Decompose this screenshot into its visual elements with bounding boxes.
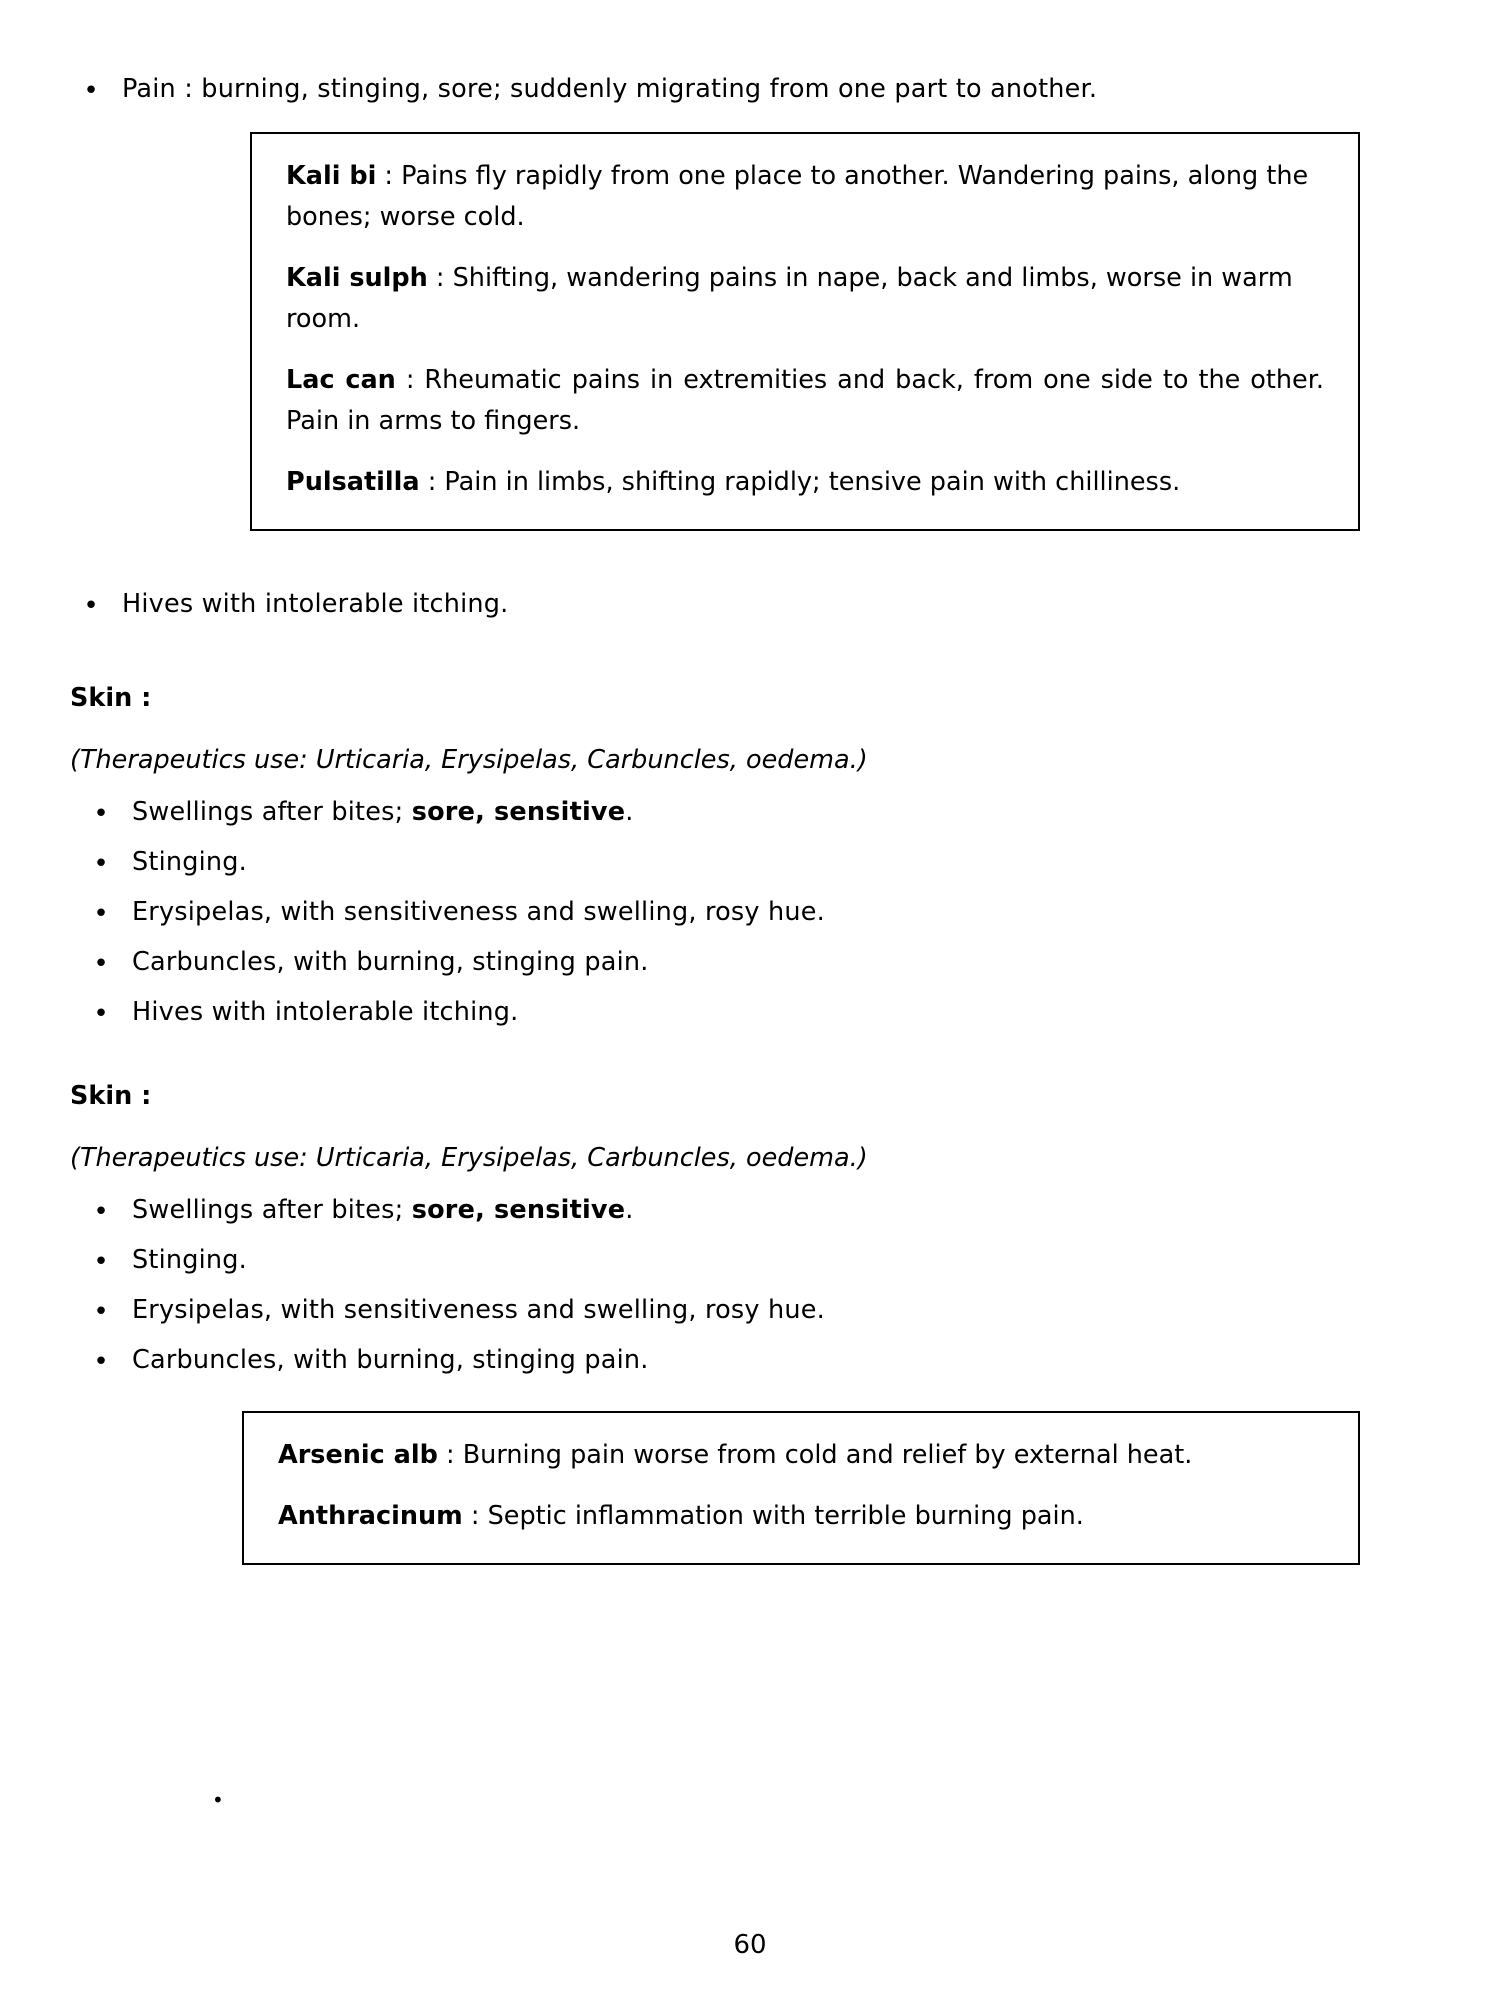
remedy-name: Pulsatilla — [286, 467, 420, 497]
list-item-text: Stinging. — [132, 847, 247, 877]
list-item — [70, 893, 1440, 933]
bullet-glyph: • — [93, 899, 109, 929]
remedy-text: Rheumatic pains in extremities and back, from one side to the other. Pain in arms to fingers. — [286, 365, 1324, 436]
list-item-text: Swellings after bites; sore, sensitive. — [132, 797, 634, 827]
remedy-separator: : — [395, 365, 425, 395]
list-item — [70, 1191, 1440, 1231]
page-number: 60 — [733, 1930, 767, 1960]
bullet-glyph: • — [93, 1347, 109, 1377]
list-item — [70, 793, 1440, 833]
remedy-separator: : — [419, 467, 445, 497]
remedy-separator: : — [427, 263, 453, 293]
list-item-text: Swellings after bites; sore, sensitive. — [132, 1195, 634, 1225]
remedy-entry — [286, 462, 1324, 503]
bullet-glyph: • — [93, 1297, 109, 1327]
remedy-text: Burning pain worse from cold and relief by external heat. — [462, 1440, 1193, 1470]
list-item-text: Hives with intolerable itching. — [122, 589, 509, 619]
bullet-glyph: • — [93, 849, 109, 879]
remedy-text: Septic inflammation with terrible burning pain. — [487, 1501, 1084, 1531]
scan-artifact: • — [212, 1788, 224, 1812]
remedy-box-two — [242, 1411, 1360, 1565]
list-item — [70, 843, 1440, 883]
bullet-glyph: • — [93, 1197, 109, 1227]
skin-list-1 — [60, 793, 1440, 1033]
remedy-name: Kali sulph — [286, 263, 428, 293]
bullet-glyph: • — [93, 949, 109, 979]
list-item-text: Stinging. — [132, 1245, 247, 1275]
list-item — [70, 943, 1440, 983]
list-item-text: Carbuncles, with burning, stinging pain. — [132, 1345, 649, 1375]
remedy-name: Kali bi — [286, 161, 377, 191]
remedy-name: Lac can — [286, 365, 396, 395]
remedy-separator: : — [376, 161, 402, 191]
list-item-text: Carbuncles, with burning, stinging pain. — [132, 947, 649, 977]
list-item-text: Pain : burning, stinging, sore; suddenly migrating from one part to another. — [122, 74, 1098, 104]
list-item-text: Erysipelas, with sensitiveness and swelling, rosy hue. — [132, 1295, 825, 1325]
remedy-entry — [286, 156, 1324, 238]
remedy-name: Arsenic alb — [278, 1440, 438, 1470]
remedy-text: Pains fly rapidly from one place to another. Wandering pains, along the bones; worse cold. — [286, 161, 1309, 232]
remedy-entry — [278, 1435, 1324, 1476]
remedy-text: Pain in limbs, shifting rapidly; tensive pain with chilliness. — [444, 467, 1181, 497]
remedy-separator: : — [437, 1440, 463, 1470]
section-subheading-skin-2: (Therapeutics use: Urticaria, Erysipelas, Carbuncles, oedema.) — [70, 1143, 868, 1173]
remedy-entry — [286, 360, 1324, 442]
skin-list-2 — [60, 1191, 1440, 1381]
remedy-text: Shifting, wandering pains in nape, back and limbs, worse in warm room. — [286, 263, 1293, 334]
section-heading-skin-1: Skin : — [70, 683, 152, 713]
section-subheading-skin-1: (Therapeutics use: Urticaria, Erysipelas, Carbuncles, oedema.) — [70, 745, 868, 775]
remedy-entry — [278, 1496, 1324, 1537]
bullet-glyph: • — [93, 799, 109, 829]
section-heading-skin-2: Skin : — [70, 1081, 152, 1111]
remedy-box-one — [250, 132, 1360, 531]
remedy-entry — [286, 258, 1324, 340]
list-item — [70, 1241, 1440, 1281]
list-item — [70, 993, 1440, 1033]
list-item-text: Erysipelas, with sensitiveness and swelling, rosy hue. — [132, 897, 825, 927]
list-item — [70, 1291, 1440, 1331]
remedy-separator: : — [462, 1501, 488, 1531]
bullet-glyph: • — [83, 591, 99, 621]
list-item — [60, 70, 1440, 110]
bullet-glyph: • — [83, 76, 99, 106]
bullet-glyph: • — [93, 1247, 109, 1277]
list-item — [70, 1341, 1440, 1381]
remedy-name: Anthracinum — [278, 1501, 463, 1531]
list-item-text: Hives with intolerable itching. — [132, 997, 519, 1027]
list-item — [60, 585, 1440, 625]
bullet-glyph: • — [93, 999, 109, 1029]
